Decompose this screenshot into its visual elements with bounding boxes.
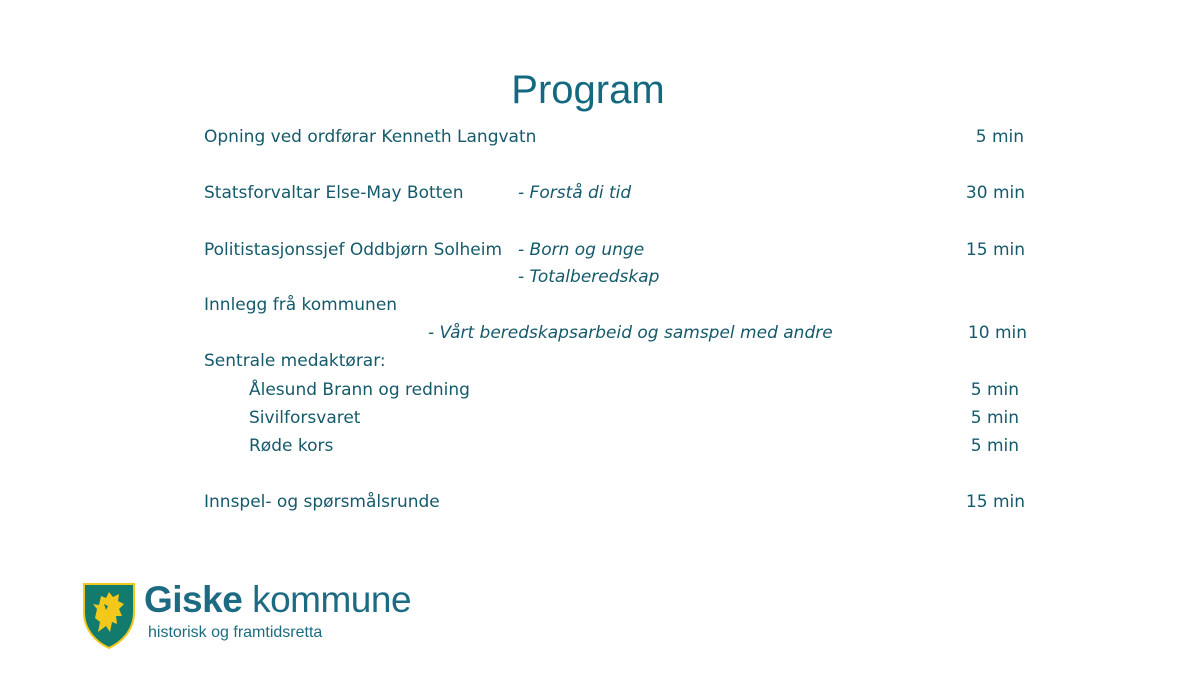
duration-rodekors: 5 min [970, 436, 1019, 456]
duration-innspel: 15 min [965, 492, 1025, 512]
duration-kommune: 10 min [967, 323, 1027, 343]
item-politi: Politistasjonssjef Oddbjørn Solheim [204, 240, 503, 260]
item-sentrale: Sentrale medaktørar: [204, 351, 386, 371]
brand-name: Giske kommune [144, 579, 412, 620]
item-brann: Ålesund Brann og redning [249, 380, 470, 400]
topic-statsforvaltar: - Forstå di tid [518, 183, 632, 203]
duration-statsforvaltar: 30 min [965, 183, 1025, 203]
coat-of-arms-lion-icon [82, 582, 136, 650]
item-innspel: Innspel- og spørsmålsrunde [204, 492, 440, 512]
topic-politi-2: - Totalberedskap [518, 267, 660, 287]
brand-tagline: historisk og framtidsretta [148, 624, 323, 641]
duration-opening: 5 min [975, 127, 1024, 147]
item-sivil: Sivilforsvaret [249, 408, 361, 428]
item-statsforvaltar: Statsforvaltar Else-May Botten [204, 183, 464, 203]
item-rodekors: Røde kors [249, 436, 334, 456]
topic-kommune: - Vårt beredskapsarbeid og samspel med andre [428, 323, 833, 343]
topic-politi-1: - Born og unge [518, 240, 645, 260]
duration-sivil: 5 min [970, 408, 1019, 428]
duration-politi: 15 min [965, 240, 1025, 260]
item-kommune: Innlegg frå kommunen [204, 295, 398, 315]
item-opening: Opning ved ordførar Kenneth Langvatn [204, 127, 537, 147]
duration-brann: 5 min [970, 380, 1019, 400]
page-title: Program [511, 68, 665, 112]
giske-logo [82, 579, 412, 654]
